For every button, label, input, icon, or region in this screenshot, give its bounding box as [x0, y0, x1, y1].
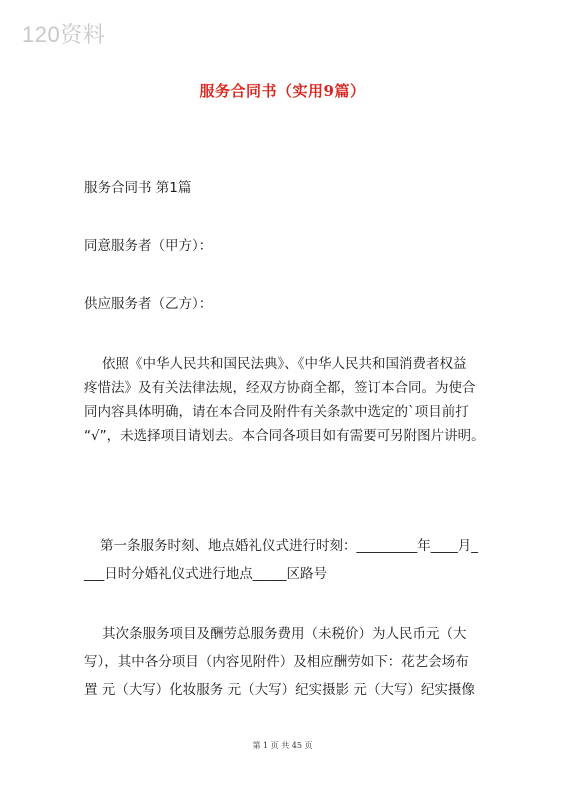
page-footer: 第 1 页 共 45 页: [252, 741, 313, 750]
party-a-line: 同意服务者（甲方）：: [84, 238, 213, 254]
fee-line-2: 写），其中各分项目（内容见附件）及相应酬劳如下：花艺会场布: [84, 654, 469, 670]
fee-line-1: 其次条服务项目及酬劳总服务费用（未税价）为人民币元（大: [102, 626, 467, 642]
law-line-2: 疼惜法》及有关法律法规，经双方协商全都，签订本合同。为使合: [84, 380, 476, 396]
section-heading: 服务合同书 第1篇: [84, 180, 192, 196]
document-title: 服务合同书（实用9篇）: [199, 82, 366, 100]
law-line-4: “√”，未选择项目请划去。本合同各项目如有需要可另附图片讲明。: [84, 428, 485, 444]
time-line-2: ___日时分婚礼仪式进行地点_____区路号: [84, 566, 327, 582]
law-line-1: 依照《中华人民共和国民法典》、《中华人民共和国消费者权益: [102, 356, 467, 372]
time-line-1: 第一条服务时刻、地点婚礼仪式进行时刻：_________年____月_: [100, 538, 478, 554]
party-b-line: 供应服务者（乙方）：: [84, 296, 213, 312]
law-line-3: 同内容具体明确，请在本合同及附件有关条款中选定的`项目前打: [84, 404, 469, 420]
fee-line-3: 置 元（大写）化妆服务 元（大写）纪实摄影 元（大写）纪实摄像: [84, 682, 475, 698]
watermark-logo: 120资料: [22, 22, 106, 47]
